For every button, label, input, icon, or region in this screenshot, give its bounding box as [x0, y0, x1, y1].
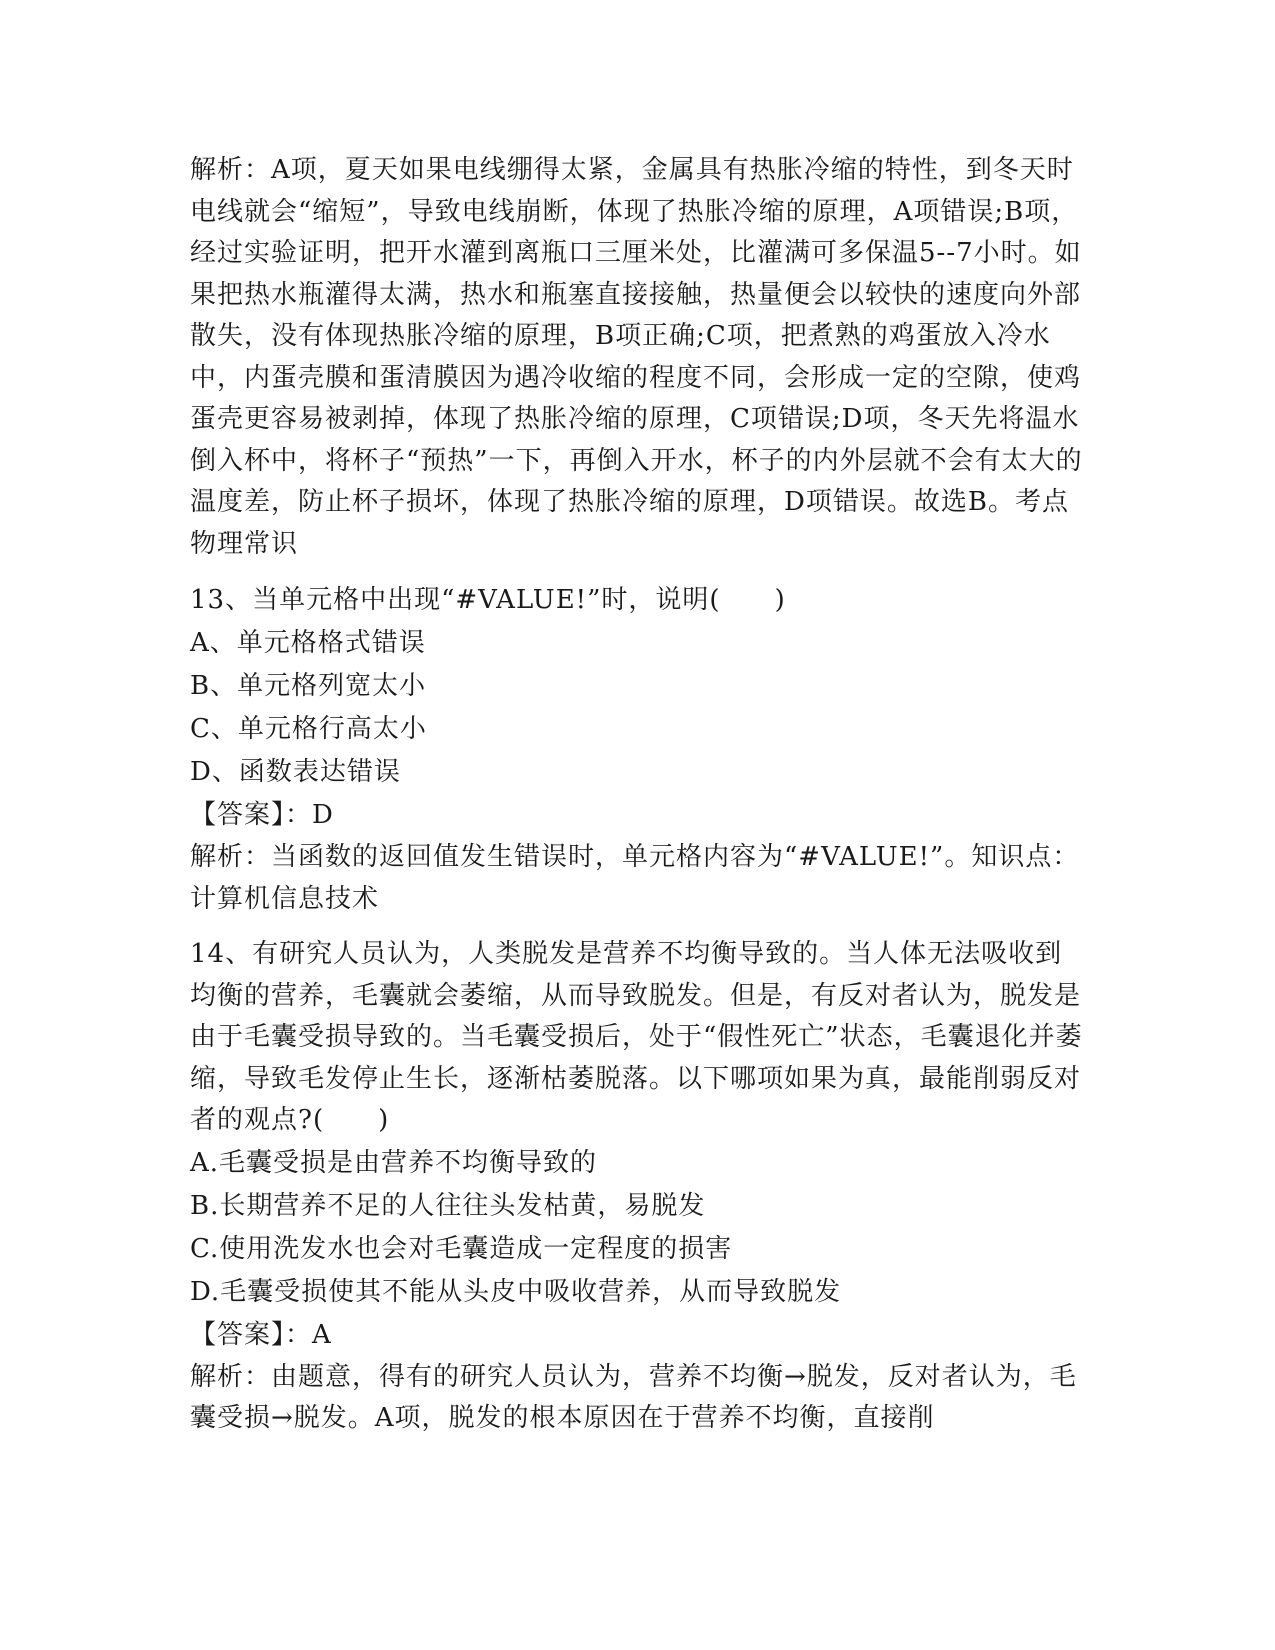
question-13-answer: 【答案】：D [190, 800, 334, 830]
question-13-option-c: C、单元格行高太小 [190, 714, 427, 744]
spacer [190, 920, 1085, 934]
question-14-option-b: B.长期营养不足的人往往头发枯黄，易脱发 [190, 1190, 706, 1221]
question-13 [190, 579, 1085, 920]
question-14-stem: 14、有研究人员认为，人类脱发是营养不均衡导致的。当人体无法吸收到均衡的营养，毛囊就会萎缩，从而导致脱发。但是，有反对者认为，脱发是由于毛囊受损导致的。当毛囊受损后，处于“假性死亡”状态，毛囊退化并萎缩，导致毛发停止生长，逐渐枯萎脱落。以下哪项如果为真，最能削弱反对者的观点?( ) [190, 939, 1083, 1135]
question-14-option-c: C.使用洗发水也会对毛囊造成一定程度的损害 [190, 1233, 733, 1264]
spacer [190, 565, 1085, 579]
question-14-answer: 【答案】：A [190, 1319, 332, 1350]
question-14-option-d: D.毛囊受损使其不能从头皮中吸收营养，从而导致脱发 [190, 1276, 842, 1307]
question-13-stem: 13、当单元格中出现“#VALUE!”时，说明( ) [190, 585, 786, 615]
question-13-option-a: A、单元格格式错误 [190, 628, 426, 658]
question-13-option-b: B、单元格列宽太小 [190, 671, 427, 701]
question-13-analysis: 解析：当函数的返回值发生错误时，单元格内容为“#VALUE!”。知识点：计算机信息技术 [190, 842, 1080, 914]
question-14-option-a: A.毛囊受损是由营养不均衡导致的 [190, 1147, 598, 1178]
question-14-analysis: 解析：由题意，得有的研究人员认为，营养不均衡→脱发，反对者认为，毛囊受损→脱发。A项，脱发的根本原因在于营养不均衡，直接削 [190, 1361, 1077, 1433]
question-14 [190, 934, 1085, 1440]
q12-analysis: 解析：A项，夏天如果电线绷得太紧，金属具有热胀冷缩的特性，到冬天时电线就会“缩短”，导致电线崩断，体现了热胀冷缩的原理，A项错误;B项，经过实验证明，把开水灌到离瓶口三厘米处，比灌满可多保温5--7小时。如果把热水瓶灌得太满，热水和瓶塞直接接触，热量便会以较快的速度向外部散失，没有体现热胀冷缩的原理，B项正确;C项，把煮熟的鸡蛋放入冷水中，内蛋壳膜和蛋清膜因为遇冷收缩的程度不同，会形成一定的空隙，使鸡蛋壳更容易被剥掉，体现了热胀冷缩的原理，C项错误;D项，冬天先将温水倒入杯中，将杯子“预热”一下，再倒入开水，杯子的内外层就不会有太大的温度差，防止杯子损坏，体现了热胀冷缩的原理，D项错误。故选B。考点物理常识 [190, 155, 1083, 559]
document-page [190, 150, 1085, 1440]
question-13-option-d: D、函数表达错误 [190, 757, 401, 787]
